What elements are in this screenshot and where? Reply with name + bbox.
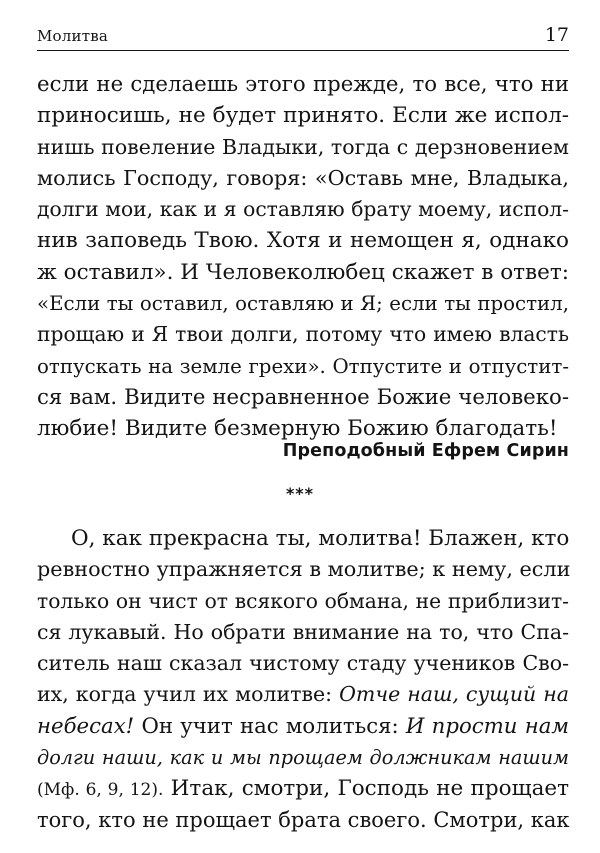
scripture-reference: (Мф. 6, 9, 12). bbox=[37, 780, 164, 801]
text-line: ж оставил». И Человеколюбец скажет в ответ: bbox=[37, 259, 569, 285]
text-line bbox=[37, 773, 569, 804]
text-line: ревностно упражняется в молитве; к нему, если bbox=[37, 557, 571, 582]
text-line: долги мои, как и я оставляю брату моему, испол- bbox=[37, 197, 569, 222]
text-line: ситель наш сказал чистому стаду учеников Сво- bbox=[37, 651, 569, 676]
running-title: Молитва bbox=[37, 27, 109, 45]
scripture-quote: небесах! bbox=[37, 713, 135, 739]
text-line: любие! Видите безмерную Божию благодать! bbox=[37, 416, 558, 442]
scripture-quote: долги наши, как и мы прощаем должникам нашим bbox=[37, 746, 569, 770]
passage-2 bbox=[37, 523, 569, 836]
text-line: нишь повеление Владыки, тогда с дерзновением bbox=[37, 134, 569, 159]
scripture-quote: И прости нам bbox=[405, 713, 569, 739]
text-run: Он учит нас молиться: bbox=[134, 713, 406, 739]
text-line: ся лукавый. Но обрати внимание на то, что Спа- bbox=[37, 619, 569, 644]
text-line: того, кто не прощает брата своего. Смотри, как bbox=[37, 807, 570, 832]
running-head bbox=[37, 24, 569, 46]
scripture-quote: Отче наш, сущий на bbox=[339, 682, 569, 707]
author-attribution: Преподобный Ефрем Сирин bbox=[282, 441, 569, 461]
text-line: отпускать на земле грехи». Отпустите и отпустит- bbox=[37, 354, 569, 378]
text-run: Итак, смотри, Господь не прощает bbox=[163, 776, 570, 802]
text-line: прощаю и Я твои долги, потому что имею власть bbox=[37, 322, 569, 347]
text-line: если не сделаешь этого прежде, то все, что ни bbox=[37, 72, 569, 97]
text-line: приносишь, не будет принято. Если же испол- bbox=[37, 103, 569, 129]
text-line bbox=[37, 711, 569, 742]
text-line: ся вам. Видите несравненное Божие человеко- bbox=[37, 384, 569, 410]
text-line: О, как прекрасна ты, молитва! Блажен, кто bbox=[71, 526, 570, 551]
text-line: только он чист от всякого обмана, не приблизит- bbox=[37, 588, 569, 613]
text-run: их, когда учил их молитве: bbox=[37, 682, 340, 707]
text-line: нив заповедь Твою. Хотя и немощен я, однако bbox=[37, 228, 569, 254]
text-line bbox=[37, 679, 569, 710]
text-line: молись Господу, говоря: «Оставь мне, Владыка, bbox=[37, 165, 569, 190]
text-line: «Если ты оставил, оставляю и Я; если ты простил, bbox=[37, 292, 569, 316]
passage-1 bbox=[37, 69, 569, 445]
section-separator: *** bbox=[285, 484, 315, 503]
page-number: 17 bbox=[544, 24, 569, 46]
header-rule bbox=[37, 50, 569, 51]
text-line bbox=[37, 742, 569, 773]
